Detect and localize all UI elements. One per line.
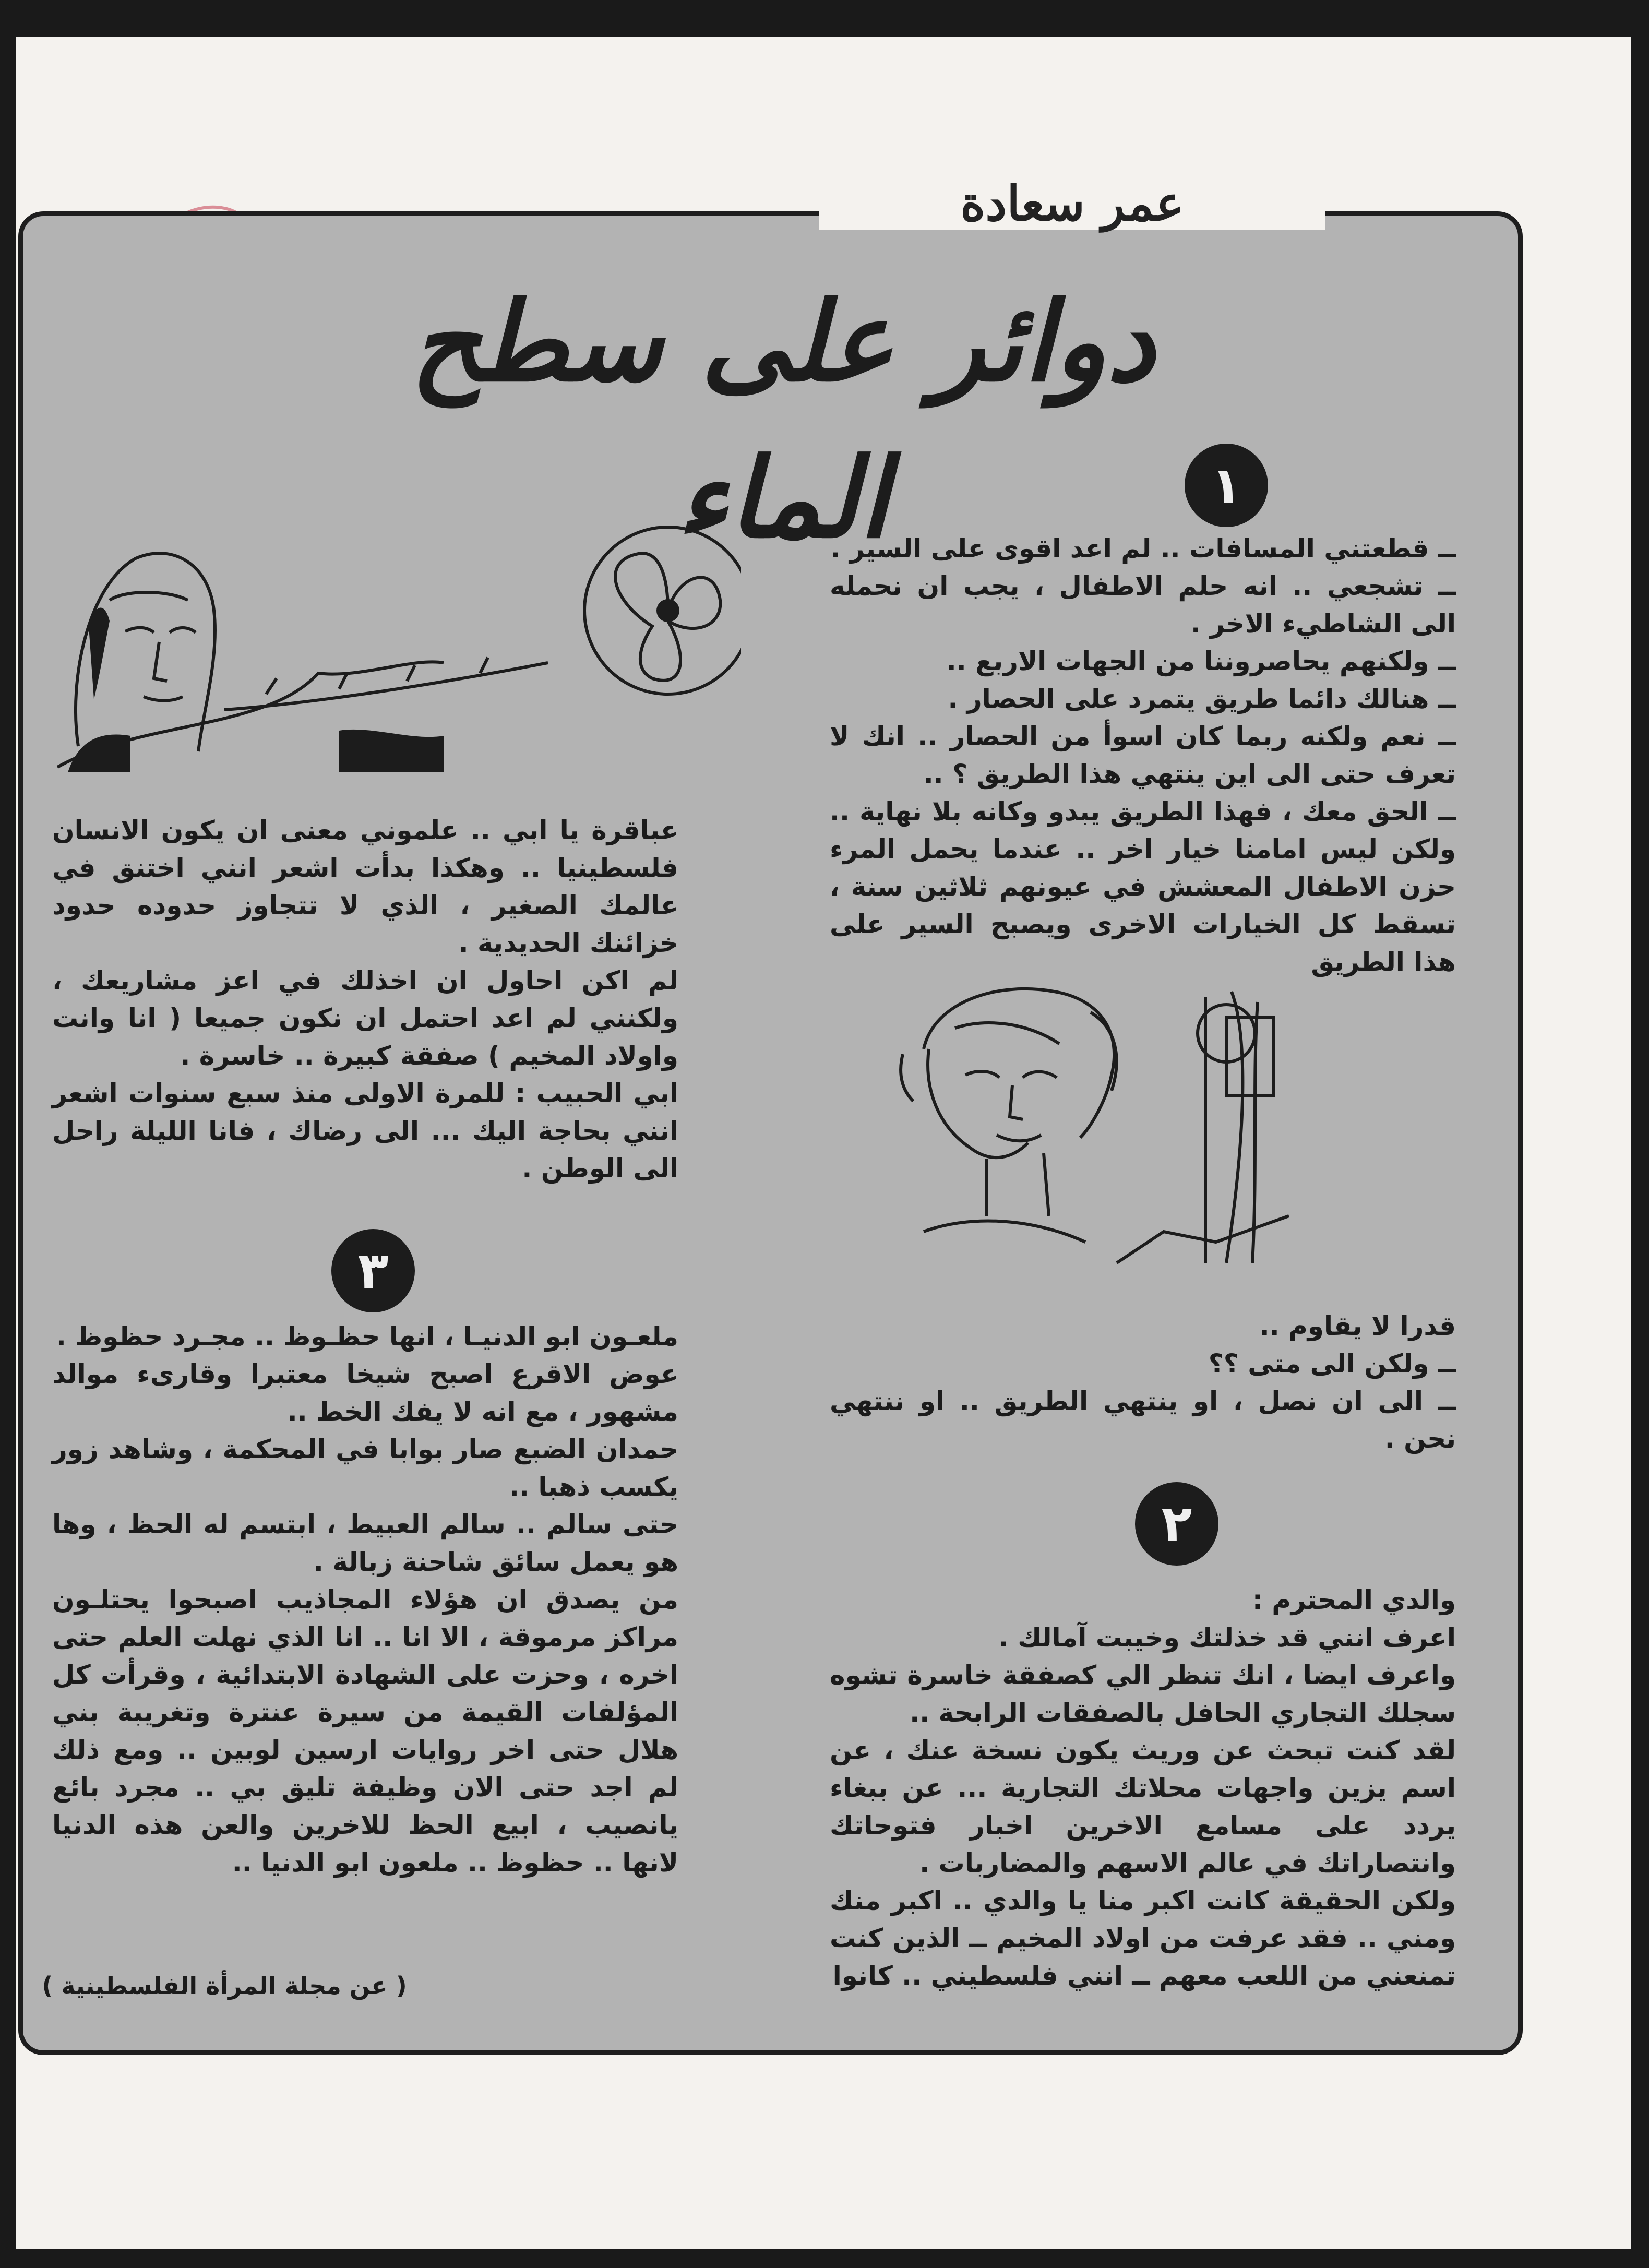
section2-line: والدي المحترم : — [1252, 1585, 1456, 1615]
section-number-1: ١ — [1185, 444, 1268, 527]
section3-text — [52, 1318, 678, 1881]
section2-line: لم اكن احاول ان اخذلك في اعز مشاريعك ، ولكنني لم اعد احتمل ان نكون جميعا ( انا وانت واولاد المخيم ) صفقة كبيرة .. خاسرة . — [52, 965, 678, 1071]
section1-text — [830, 530, 1456, 981]
source-credit: ( عن مجلة المرأة الفلسطينية ) — [42, 1972, 407, 2000]
section2-line: عباقرة يا ابي .. علموني معنى ان يكون الانسان فلسطينيا .. وهكذا بدأت اشعر انني اختنق في عالمك الصغير ، الذي لا تتجاوز حدوده حدود خزائنك الحديدية . — [52, 815, 678, 958]
section1-line: قدرا لا يقاوم .. — [1259, 1311, 1456, 1341]
section2-line: اعرف انني قد خذلتك وخيبت آمالك . — [998, 1622, 1456, 1653]
author-name: عمر سعادة — [819, 177, 1325, 230]
section2-line: لقد كنت تبحث عن وريث يكون نسخة عنك ، عن اسم يزين واجهات محلاتك التجارية ... عن ببغاء يردد على مسامع الاخرين اخبار فتوحاتك وانتصاراتك في عالم الاسهم والمضاربات . — [830, 1735, 1456, 1878]
section3-line: ملعـون ابو الدنيـا ، انها حظـوظ .. مجـرد حظوظ . — [56, 1321, 678, 1352]
section1-line: ــ هنالك دائما طريق يتمرد على الحصار . — [948, 684, 1456, 714]
section1-text-continued — [830, 1307, 1456, 1458]
section1-line: ــ نعم ولكنه ربما كان اسوأ من الحصار .. انك لا تعرف حتى الى اين ينتهي هذا الطريق ؟ .. — [830, 721, 1456, 789]
section2-text-continued — [52, 811, 678, 1187]
section1-line: ــ تشجعي .. انه حلم الاطفال ، يجب ان نحمله الى الشاطيء الاخر . — [830, 571, 1456, 639]
woman-barbed-wire-illustration — [47, 522, 741, 772]
section2-line: ولكن الحقيقة كانت اكبر منا يا والدي .. اكبر منك ومني .. فقد عرفت من اولاد المخيم ــ الذين كنت تمنعني من اللعب معهم ــ انني فلسطيني .. كانوا — [830, 1885, 1456, 1991]
section3-line: حتى سالم .. سالم العبيط ، ابتسم له الحظ ، وها هو يعمل سائق شاحنة زبالة . — [52, 1509, 678, 1577]
section1-line: ــ الحق معك ، فهذا الطريق يبدو وكانه بلا نهاية .. ولكن ليس امامنا خيار اخر .. عندما يحمل المرء حزن الاطفال المعشش في عيونهم ثلاثين سنة ، تسقط كل الخيارات الاخرى ويصبح السير على هذا الطريق — [830, 796, 1456, 977]
section1-line: ــ قطعتني المسافات .. لم اعد اقوى على السير . — [830, 533, 1456, 564]
section3-line: عوض الاقرع اصبح شيخا معتبرا وقارىء موالد مشهور ، مع انه لا يفك الخط .. — [52, 1359, 678, 1427]
section2-text — [830, 1581, 1456, 1995]
faces-illustration — [892, 971, 1362, 1268]
article-title: دوائر على سطح الماء — [410, 277, 1155, 563]
section2-line: ابي الحبيب : للمرة الاولى منذ سبع سنوات اشعر انني بحاجة اليك ... الى رضاك ، فانا الليلة راحل الى الوطن . — [52, 1078, 678, 1184]
section1-line: ــ ولكنهم يحاصروننا من الجهات الاربع .. — [946, 646, 1456, 676]
section2-line: واعرف ايضا ، انك تنظر الي كصفقة خاسرة تشوه سجلك التجاري الحافل بالصفقات الرابحة .. — [830, 1660, 1456, 1728]
section1-line: ــ ولكن الى متى ؟؟ — [1208, 1348, 1456, 1379]
section3-line: حمدان الضبع صار بوابا في المحكمة ، وشاهد زور يكسب ذهبا .. — [52, 1434, 678, 1502]
section-number-3: ٣ — [331, 1229, 415, 1312]
section1-line: ــ الى ان نصل ، او ينتهي الطريق .. او ننتهي نحن . — [830, 1386, 1456, 1454]
section3-line: من يصدق ان هؤلاء المجاذيب اصبحوا يحتلـون مراكز مرموقة ، الا انا .. انا الذي نهلت العلم حتى اخره ، وحزت على الشهادة الابتدائية ، وقرأت كل المؤلفات القيمة من سيرة عنترة وتغريبة بني هلال حتى اخر روايات ارسين لوبين .. ومع ذلك لم اجد حتى الان وظيفة تليق بي .. مجرد بائع يانصيب ، ابيع الحظ للاخرين والعن هذه الدنيا لانها .. حظوظ .. ملعون ابو الدنيا .. — [52, 1584, 678, 1878]
section-number-2: ٢ — [1135, 1482, 1218, 1566]
